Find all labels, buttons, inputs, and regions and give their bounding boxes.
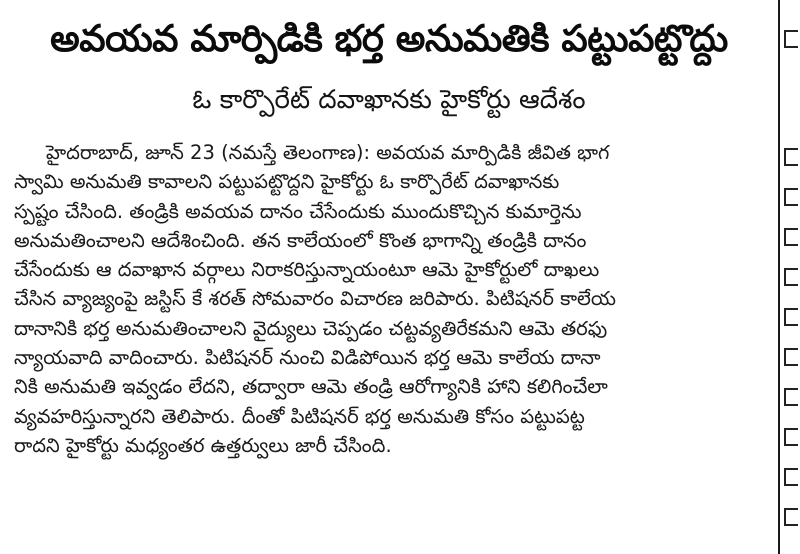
column-edge-glyph [784, 388, 798, 406]
body-line: స్పష్టం చేసింది. తండ్రికి అవయవ దానం చేసేందుకు ముందుకొచ్చిన కుమార్తెను [14, 199, 582, 223]
body-line: నికి అనుమతి ఇవ్వడం లేదని, తద్వారా ఆమె తండ్రి ఆరోగ్యానికి హాని కలిగించేలా [14, 375, 608, 399]
column-edge-glyph [784, 428, 798, 446]
adjacent-column-edge [778, 0, 800, 554]
headline: అవయవ మార్పిడికి భర్త అనుమతికి పట్టుపట్టొద్దు [50, 17, 728, 60]
column-edge-glyph [784, 308, 798, 326]
article-body [14, 138, 774, 460]
column-edge-glyph [784, 30, 798, 48]
body-line: హైదరాబాద్, జూన్ 23 (నమస్తే తెలంగాణ): అవయవ మార్పిడికి జీవిత భాగ [46, 141, 610, 164]
body-line: వ్యవహరిస్తున్నారని తెలిపారు. దీంతో పిటిషనర్ భర్త అనుమతి కోసం పట్టుపట్ట [14, 404, 585, 428]
column-edge-glyph [784, 228, 798, 246]
column-edge-glyph [784, 468, 798, 486]
column-edge-glyph [784, 188, 798, 206]
body-line: అనుమతించాలని ఆదేశించింది. తన కాలేయంలో కొంత భాగాన్ని తండ్రికి దానం [14, 228, 587, 252]
column-edge-glyph [784, 348, 798, 366]
column-edge-glyph [784, 268, 798, 286]
body-line: రాదని హైకోర్టు మధ్యంతర ఉత్తర్వులు జారీ చేసింది. [14, 433, 392, 457]
body-line: న్యాయవాది వాదించారు. పిటిషనర్ నుంచి విడిపోయిన భర్త ఆమె కాలేయ దానా [14, 346, 601, 370]
subheadline: ఓ కార్పొరేట్ దవాఖానకు హైకోర్టు ఆదేశం [192, 85, 586, 115]
body-line: స్వామి అనుమతి కావాలని పట్టుపట్టొద్దని హైకోర్టు ఓ కార్పొరేట్ దవాఖానకు [14, 170, 560, 194]
body-line: దానానికి భర్త అనుమతించాలని వైద్యులు చెప్పడం చట్టవ్యతిరేకమని ఆమె తరఫు [14, 316, 608, 340]
column-edge-glyph [784, 148, 798, 166]
column-edge-glyph [784, 508, 798, 526]
body-line: చేసిన వ్యాజ్యంపై జస్టిస్ కే శరత్ సోమవారం విచారణ జరిపారు. పిటిషనర్ కాలేయ [14, 287, 616, 311]
body-line: చేసేందుకు ఆ దవాఖాన వర్గాలు నిరాకరిస్తున్నాయంటూ ఆమె హైకోర్టులో దాఖలు [14, 258, 600, 282]
